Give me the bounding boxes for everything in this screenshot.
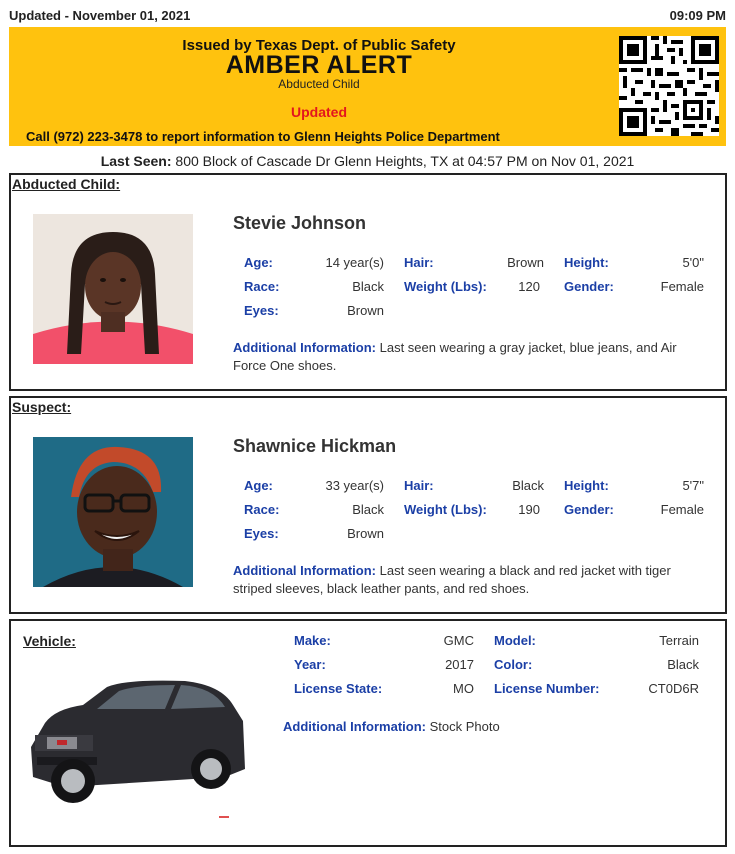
vehicle-color: Black <box>667 657 699 672</box>
child-age-label: Age: <box>244 255 273 270</box>
updated-date: Updated - November 01, 2021 <box>9 8 191 23</box>
child-additional-info <box>233 339 703 375</box>
suspect-weight: 190 <box>518 502 540 517</box>
suspect-age: 33 year(s) <box>325 478 384 493</box>
suspect-age-label: Age: <box>244 478 273 493</box>
vehicle-additional-label: Additional Information: <box>283 719 426 734</box>
vehicle-license-state: MO <box>453 681 474 696</box>
vehicle-year-label: Year: <box>294 657 326 672</box>
child-name: Stevie Johnson <box>233 213 367 233</box>
suspect-additional-info <box>233 562 703 598</box>
top-bar <box>9 8 726 26</box>
vehicle-make: GMC <box>443 633 474 648</box>
child-race-label: Race: <box>244 279 280 294</box>
last-seen-label: Last Seen: <box>100 153 172 169</box>
photo-credit-mark <box>219 816 229 818</box>
vehicle-model: Terrain <box>659 633 699 648</box>
section-label-suspect: Suspect: <box>12 399 72 415</box>
child-hair: Brown <box>507 255 544 270</box>
child-additional-text: Last seen wearing a gray jacket, blue jeans, and Air Force One shoes. <box>233 340 677 373</box>
suspect-additional-text: Last seen wearing a black and red jacket with tiger striped sleeves, black leather pants, and red shoes. <box>233 563 671 596</box>
child-height: 5'0" <box>682 255 704 270</box>
child-eyes-label: Eyes: <box>244 303 279 318</box>
child-additional-label: Additional Information: <box>233 340 376 355</box>
suspect-additional-label: Additional Information: <box>233 563 376 578</box>
alert-status: Updated <box>291 104 347 120</box>
qr-code-icon[interactable] <box>619 36 719 136</box>
suspect-eyes-label: Eyes: <box>244 526 279 541</box>
vehicle-additional-text: Stock Photo <box>429 719 500 734</box>
child-weight-label: Weight (Lbs): <box>404 279 487 294</box>
alert-title: AMBER ALERT <box>225 51 413 79</box>
vehicle-license-state-label: License State: <box>294 681 383 696</box>
child-hair-label: Hair: <box>404 255 434 270</box>
suspect-gender-label: Gender: <box>564 502 614 517</box>
suspect-height-label: Height: <box>564 478 609 493</box>
child-age: 14 year(s) <box>325 255 384 270</box>
alert-subtitle: Abducted Child <box>278 77 360 91</box>
child-eyes: Brown <box>347 303 384 318</box>
amber-alert-banner <box>9 27 726 146</box>
child-weight: 120 <box>518 279 540 294</box>
call-instructions: Call (972) 223-3478 to report information to Glenn Heights Police Department <box>26 129 500 144</box>
vehicle-year: 2017 <box>445 657 474 672</box>
suspect-hair: Black <box>512 478 544 493</box>
section-label-vehicle: Vehicle: <box>23 633 76 649</box>
suspect-height: 5'7" <box>682 478 704 493</box>
section-label-child: Abducted Child: <box>12 176 121 192</box>
vehicle-model-label: Model: <box>494 633 536 648</box>
vehicle-additional-info <box>283 718 735 736</box>
vehicle-color-label: Color: <box>494 657 533 672</box>
vehicle-section <box>9 619 727 847</box>
suspect-race-label: Race: <box>244 502 280 517</box>
abducted-child-section <box>9 173 727 391</box>
suspect-race: Black <box>352 502 384 517</box>
vehicle-photo <box>25 665 247 815</box>
child-photo <box>33 214 193 364</box>
suspect-eyes: Brown <box>347 526 384 541</box>
suspect-photo <box>33 437 193 587</box>
vehicle-license-number: CT0D6R <box>648 681 699 696</box>
suspect-name: Shawnice Hickman <box>233 436 397 456</box>
vehicle-make-label: Make: <box>294 633 331 648</box>
last-seen-text: 800 Block of Cascade Dr Glenn Heights, TX at 04:57 PM on Nov 01, 2021 <box>175 153 635 169</box>
suspect-section <box>9 396 727 614</box>
child-race: Black <box>352 279 384 294</box>
vehicle-license-number-label: License Number: <box>494 681 600 696</box>
issued-by: Issued by Texas Dept. of Public Safety <box>182 37 456 54</box>
suspect-weight-label: Weight (Lbs): <box>404 502 487 517</box>
suspect-hair-label: Hair: <box>404 478 434 493</box>
last-seen <box>0 153 735 169</box>
suspect-gender: Female <box>660 502 704 517</box>
child-gender-label: Gender: <box>564 279 614 294</box>
update-time: 09:09 PM <box>669 8 726 23</box>
child-height-label: Height: <box>564 255 609 270</box>
child-gender: Female <box>660 279 704 294</box>
